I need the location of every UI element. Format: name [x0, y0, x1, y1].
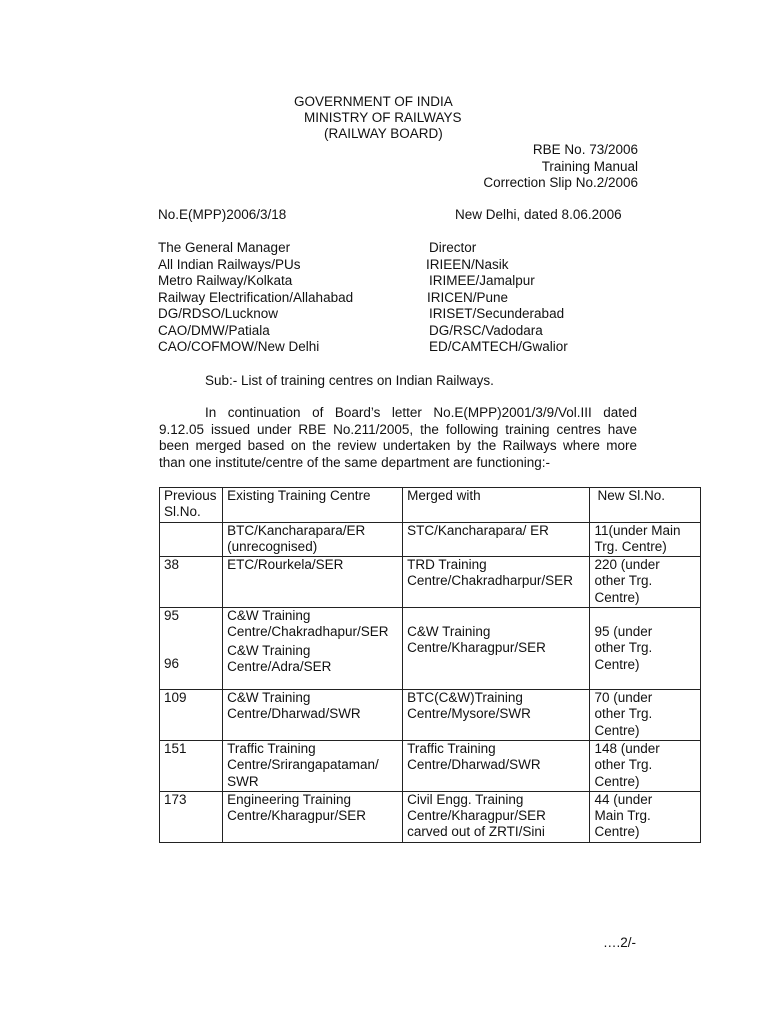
- body-line-2: 9.12.05 issued under RBE No.211/2005, the following training centres have: [159, 421, 637, 437]
- addressee-item: DG/RDSO/Lucknow: [158, 306, 279, 321]
- addressee-list-left: [158, 240, 353, 356]
- body-line-3: been merged based on the review undertaken by the Railways where more: [159, 438, 637, 453]
- addressee-item: Director: [429, 240, 477, 255]
- body-line-4: than one institute/centre of the same department are functioning:-: [159, 454, 550, 470]
- addressee-item: DG/RSC/Vadodara: [429, 322, 543, 338]
- cell-existing: ETC/Rourkela/SER: [223, 557, 403, 608]
- addressee-item: IRICEN/Pune: [427, 289, 509, 305]
- table-header-row: [160, 488, 701, 523]
- page-continuation: ….2/-: [603, 935, 637, 950]
- cell-merged: Civil Engg. Training Centre/Kharagpur/SER carved out of ZRTI/Sini: [403, 791, 590, 842]
- addressee-list-right: [426, 240, 568, 356]
- addressee-item: CAO/COFMOW/New Delhi: [158, 339, 320, 354]
- cell-existing-a: C&W Training Centre/Chakradhapur/SER: [227, 608, 389, 640]
- cell-new: 11(under Main Trg. Centre): [590, 522, 701, 557]
- cell-new: 220 (under other Trg. Centre): [590, 557, 701, 608]
- addressee-item: CAO/DMW/Patiala: [158, 322, 270, 338]
- cell-previous: 151: [160, 740, 223, 791]
- correction-slip: Correction Slip No.2/2006: [483, 175, 638, 190]
- addressee-item: Railway Electrification/Allahabad: [158, 289, 354, 305]
- cell-previous: 173: [160, 791, 223, 842]
- header-merged-with: Merged with: [403, 488, 590, 523]
- cell-new: 70 (under other Trg. Centre): [590, 690, 701, 741]
- addressee-item: All Indian Railways/PUs: [158, 256, 301, 272]
- table-row: [160, 557, 701, 608]
- cell-merged: BTC(C&W)Training Centre/Mysore/SWR: [403, 690, 590, 741]
- reference-block: [483, 142, 638, 192]
- table-row: [160, 740, 701, 791]
- cell-previous: [160, 522, 223, 557]
- cell-new: 148 (under other Trg. Centre): [590, 740, 701, 791]
- cell-previous: 109: [160, 690, 223, 741]
- letter-date: New Delhi, dated 8.06.2006: [455, 207, 622, 222]
- rbe-number: RBE No. 73/2006: [532, 142, 638, 157]
- cell-new: 44 (under Main Trg. Centre): [590, 791, 701, 842]
- header-existing-centre: Existing Training Centre: [223, 488, 403, 523]
- file-number: No.E(MPP)2006/3/18: [158, 207, 287, 222]
- cell-existing-b: C&W Training Centre/Adra/SER: [227, 642, 332, 674]
- body-paragraph: [159, 405, 637, 471]
- cell-existing: Engineering Training Centre/Kharagpur/SER: [223, 791, 403, 842]
- cell-merged: [403, 608, 590, 690]
- table-row: [160, 690, 701, 741]
- cell-merged: Traffic Training Centre/Dharwad/SWR: [403, 740, 590, 791]
- header-new-slno: New Sl.No.: [590, 488, 701, 523]
- cell-existing: BTC/Kancharapara/ER (unrecognised): [223, 522, 403, 557]
- table-row: [160, 791, 701, 842]
- addressee-item: Metro Railway/Kolkata: [158, 273, 293, 288]
- board-heading: [324, 126, 443, 143]
- cell-previous-b: 96: [164, 656, 180, 672]
- cell-merged-text: C&W Training Centre/Kharagpur/SER: [407, 624, 546, 656]
- cell-existing: C&W Training Centre/Dharwad/SWR: [223, 690, 403, 741]
- body-line-1: In continuation of Board’s letter No.E(MPP)2001/3/9/Vol.III dated: [205, 405, 637, 420]
- heading-line-1: GOVERNMENT OF INDIA: [294, 94, 453, 109]
- heading-line-2: MINISTRY OF RAILWAYS: [304, 110, 462, 125]
- addressee-item: ED/CAMTECH/Gwalior: [429, 339, 568, 354]
- cell-new: [590, 608, 701, 690]
- addressee-item: The General Manager: [158, 240, 291, 255]
- addressee-item: IRISET/Secunderabad: [429, 306, 565, 321]
- addressee-item: IRIEEN/Nasik: [426, 256, 509, 272]
- subject-line: Sub:- List of training centres on Indian Railways.: [205, 373, 494, 388]
- cell-previous-a: 95: [164, 608, 180, 624]
- cell-previous: [160, 608, 223, 690]
- table-row: [160, 522, 701, 557]
- cell-previous: 38: [160, 557, 223, 608]
- cell-existing: [223, 608, 403, 690]
- cell-new-text: 95 (under other Trg. Centre): [594, 624, 653, 672]
- govt-heading: [294, 94, 453, 111]
- cell-existing: Traffic Training Centre/Srirangapataman/ SWR: [223, 740, 403, 791]
- addressee-item: IRIMEE/Jamalpur: [429, 273, 535, 288]
- cell-merged: TRD Training Centre/Chakradharpur/SER: [403, 557, 590, 608]
- training-centres-table: [159, 487, 701, 843]
- heading-line-3: (RAILWAY BOARD): [324, 126, 443, 141]
- header-previous-slno: Previous Sl.No.: [160, 488, 223, 523]
- manual-title: Training Manual: [541, 158, 638, 174]
- table-row: [160, 608, 701, 690]
- ministry-heading: [304, 110, 462, 127]
- cell-merged: STC/Kancharapara/ ER: [403, 522, 590, 557]
